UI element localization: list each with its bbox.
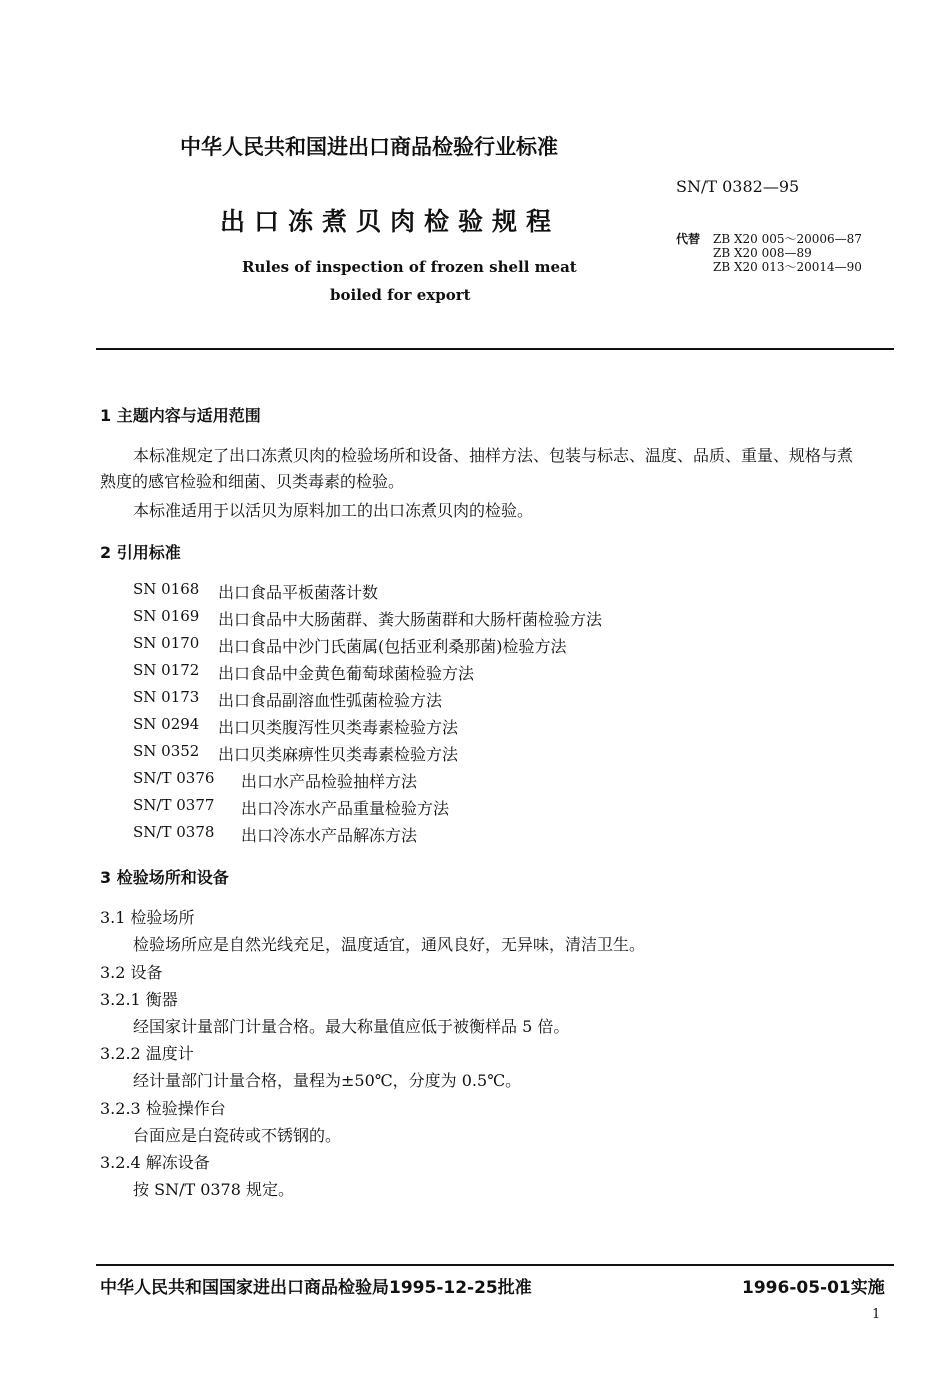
replaced-standard: ZB X20 005～20006—87: [713, 232, 862, 246]
approval-statement: 中华人民共和国国家进出口商品检验局1995-12-25批准: [100, 1278, 532, 1298]
issuing-body: 中华人民共和国进出口商品检验行业标准: [180, 135, 558, 159]
section-2-heading: 2 引用标准: [100, 543, 181, 562]
reference-code: SN 0352: [133, 742, 200, 760]
subsection-3-2-4-text: 按 SN/T 0378 规定。: [133, 1180, 295, 1199]
section-3-heading: 3 检验场所和设备: [100, 868, 229, 887]
english-title-line-2: boiled for export: [330, 286, 471, 304]
section-1-paragraph-1: 本标准规定了出口冻煮贝肉的检验场所和设备、抽样方法、包装与标志、温度、品质、重量、规格与煮: [133, 446, 854, 465]
reference-code: SN 0169: [133, 607, 200, 625]
subsection-3-2-3-text: 台面应是白瓷砖或不锈钢的。: [133, 1126, 342, 1145]
reference-title: 出口食品副溶血性弧菌检验方法: [218, 691, 443, 710]
reference-title: 出口食品中沙门氏菌属(包括亚利桑那菌)检验方法: [218, 637, 567, 656]
reference-title: 出口食品中金黄色葡萄球菌检验方法: [218, 664, 475, 683]
reference-title: 出口食品中大肠菌群、粪大肠菌群和大肠杆菌检验方法: [218, 610, 603, 629]
document-title: 出口冻煮贝肉检验规程: [220, 207, 561, 236]
section-1-heading: 1 主题内容与适用范围: [100, 406, 261, 425]
footer-divider: [96, 1264, 894, 1266]
reference-code: SN 0172: [133, 661, 200, 679]
reference-code: SN 0170: [133, 634, 200, 652]
subsection-3-1-heading: 3.1 检验场所: [100, 908, 195, 927]
reference-title: 出口贝类麻痹性贝类毒素检验方法: [218, 745, 459, 764]
subsection-3-2-3-heading: 3.2.3 检验操作台: [100, 1099, 226, 1118]
reference-code: SN/T 0378: [133, 823, 215, 841]
effective-date: 1996-05-01实施: [742, 1278, 885, 1298]
header-divider: [96, 348, 894, 350]
section-1-paragraph-2: 本标准适用于以活贝为原料加工的出口冻煮贝肉的检验。: [133, 501, 534, 520]
replaced-standard: ZB X20 013～20014—90: [713, 260, 862, 274]
subsection-3-2-1-heading: 3.2.1 衡器: [100, 990, 178, 1009]
reference-code: SN/T 0377: [133, 796, 215, 814]
subsection-3-2-4-heading: 3.2.4 解冻设备: [100, 1153, 210, 1172]
english-title-line-1: Rules of inspection of frozen shell meat: [242, 258, 577, 276]
reference-title: 出口食品平板菌落计数: [218, 583, 379, 602]
reference-code: SN 0173: [133, 688, 200, 706]
section-1-paragraph-1-cont: 熟度的感官检验和细菌、贝类毒素的检验。: [100, 472, 405, 491]
subsection-3-2-1-text: 经国家计量部门计量合格。最大称量值应低于被衡样品 5 倍。: [133, 1017, 570, 1036]
standard-number: SN/T 0382—95: [676, 177, 800, 196]
replaced-standard: ZB X20 008—89: [713, 246, 812, 260]
subsection-3-2-heading: 3.2 设备: [100, 963, 163, 982]
page-number: 1: [872, 1307, 881, 1322]
reference-title: 出口冷冻水产品重量检验方法: [241, 799, 450, 818]
replaces-label: 代替: [676, 232, 701, 246]
reference-title: 出口水产品检验抽样方法: [241, 772, 418, 791]
reference-code: SN/T 0376: [133, 769, 215, 787]
subsection-3-1-text: 检验场所应是自然光线充足，温度适宜，通风良好，无异味，清洁卫生。: [133, 935, 646, 954]
reference-title: 出口贝类腹泻性贝类毒素检验方法: [218, 718, 459, 737]
reference-code: SN 0168: [133, 580, 200, 598]
subsection-3-2-2-text: 经计量部门计量合格，量程为±50℃，分度为 0.5℃。: [133, 1071, 522, 1090]
subsection-3-2-2-heading: 3.2.2 温度计: [100, 1044, 194, 1063]
reference-title: 出口冷冻水产品解冻方法: [241, 826, 418, 845]
reference-code: SN 0294: [133, 715, 200, 733]
